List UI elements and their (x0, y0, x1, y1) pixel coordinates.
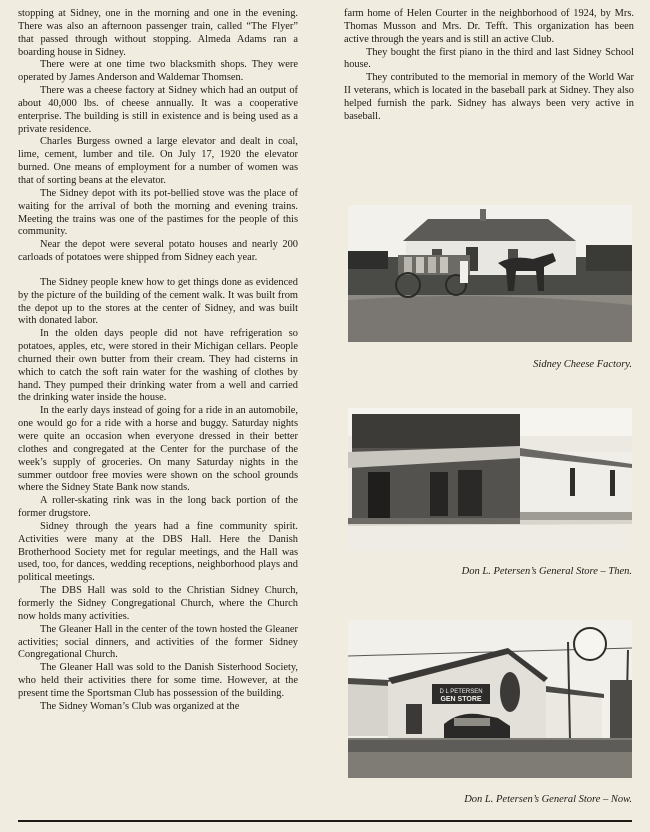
paragraph: In the olden days people did not have refrigeration so potatoes, apples, etc, were stored in their Michigan cellars. People churned their own butter from their cream. They had cisterns in which to catch the soft rain water for the washing of clothes by hand. They pumped their drinking water from a well and carried the drinking water inside the house. (18, 328, 298, 404)
store-now-photo (348, 620, 632, 778)
right-text-column (344, 8, 634, 124)
paragraph: There were at one time two blacksmith shops. They were operated by James Anderson and Waldemar Thomsen. (18, 59, 298, 84)
paragraph: In the early days instead of going for a ride in an automobile, one would go for a ride with a horse and buggy. Saturday nights were quite an occasion when everyone dressed in their better clothes and congregated at the Center for the purchase of the week’s supply of groceries. On many Saturday nights in the summer outdoor free movies were shown on the school grounds where the Sidney State Bank now stands. (18, 405, 298, 494)
paragraph: Charles Burgess owned a large elevator and dealt in coal, lime, cement, lumber and tile. On July 17, 1920 the elevator burned. One means of employment for a number of women was that of sorting beans at the elevator. (18, 136, 298, 186)
paragraph: Sidney through the years had a fine community spirit. Activities were many at the DBS Hall. Here the Danish Brotherhood Society met for regular meetings, and the Hall was used, too, for dances, wedding receptions, neighborhood plays and political meetings. (18, 520, 298, 584)
left-text-column (18, 8, 298, 714)
footer-rule (18, 820, 632, 822)
cheese-factory-photo (348, 205, 632, 342)
paragraph: farm home of Helen Courter in the neighborhood of 1924, by Mrs. Thomas Musson and Mrs. Dr. Tefft. This organization has been active through the years and is still an active Club. (344, 8, 634, 45)
paragraph: Near the depot were several potato houses and nearly 200 carloads of potatoes were shipped from Sidney each year. (18, 239, 298, 264)
paragraph: The Sidney Woman’s Club was organized at the (40, 700, 240, 712)
store-sign-line1: D L PETERSEN (439, 689, 483, 695)
paragraph: There was a cheese factory at Sidney which had an output of about 40,000 lbs. of cheese annually. It was a cooperative enterprise. The building is still in existence and is being used as a private residence. (18, 85, 298, 135)
paragraph: The Sidney people knew how to get things done as evidenced by the picture of the building of the cement walk. It was built from the depot up to the stores at the center of Sidney, and was built with donated labor. (18, 276, 298, 327)
paragraph: They contributed to the memorial in memory of the World War II veterans, which is located in the baseball park at Sidney. They also helped furnish the park. Sidney has always been very active in baseball. (344, 72, 634, 122)
cheese-factory-caption: Sidney Cheese Factory. (533, 359, 632, 370)
paragraph: The Gleaner Hall was sold to the Danish Sisterhood Society, who held their activities there for some time. However, at the present time the Sportsman Club has possession of the building. (18, 662, 298, 699)
store-sign-line2: GEN STORE (440, 696, 482, 703)
store-now-caption: Don L. Petersen’s General Store – Now. (464, 794, 632, 805)
paragraph: The Sidney depot with its pot-bellied stove was the place of waiting for the arrival of both the morning and evening trains. Meeting the trains was one of the pastimes for the people of this community. (18, 187, 298, 238)
paragraph: The Gleaner Hall in the center of the town hosted the Gleaner activities; social dinners, and activities of the former Sidney Congregational Church. (18, 623, 298, 661)
paragraph: The DBS Hall was sold to the Christian Sidney Church, formerly the Sidney Congregational Church, where the Church now holds many activities. (18, 585, 298, 622)
store-then-caption: Don L. Petersen’s General Store – Then. (461, 566, 632, 577)
paragraph: stopping at Sidney, one in the morning and one in the evening. There was also an afternoon passenger train, called “The Flyer” that passed through without stopping. Almeda Adams ran a boarding house in Sidney. (18, 8, 298, 58)
paragraph: They bought the first piano in the third and last Sidney School house. (344, 46, 634, 71)
paragraph: A roller-skating rink was in the long back portion of the former drugstore. (18, 495, 298, 520)
store-then-photo (348, 408, 632, 551)
